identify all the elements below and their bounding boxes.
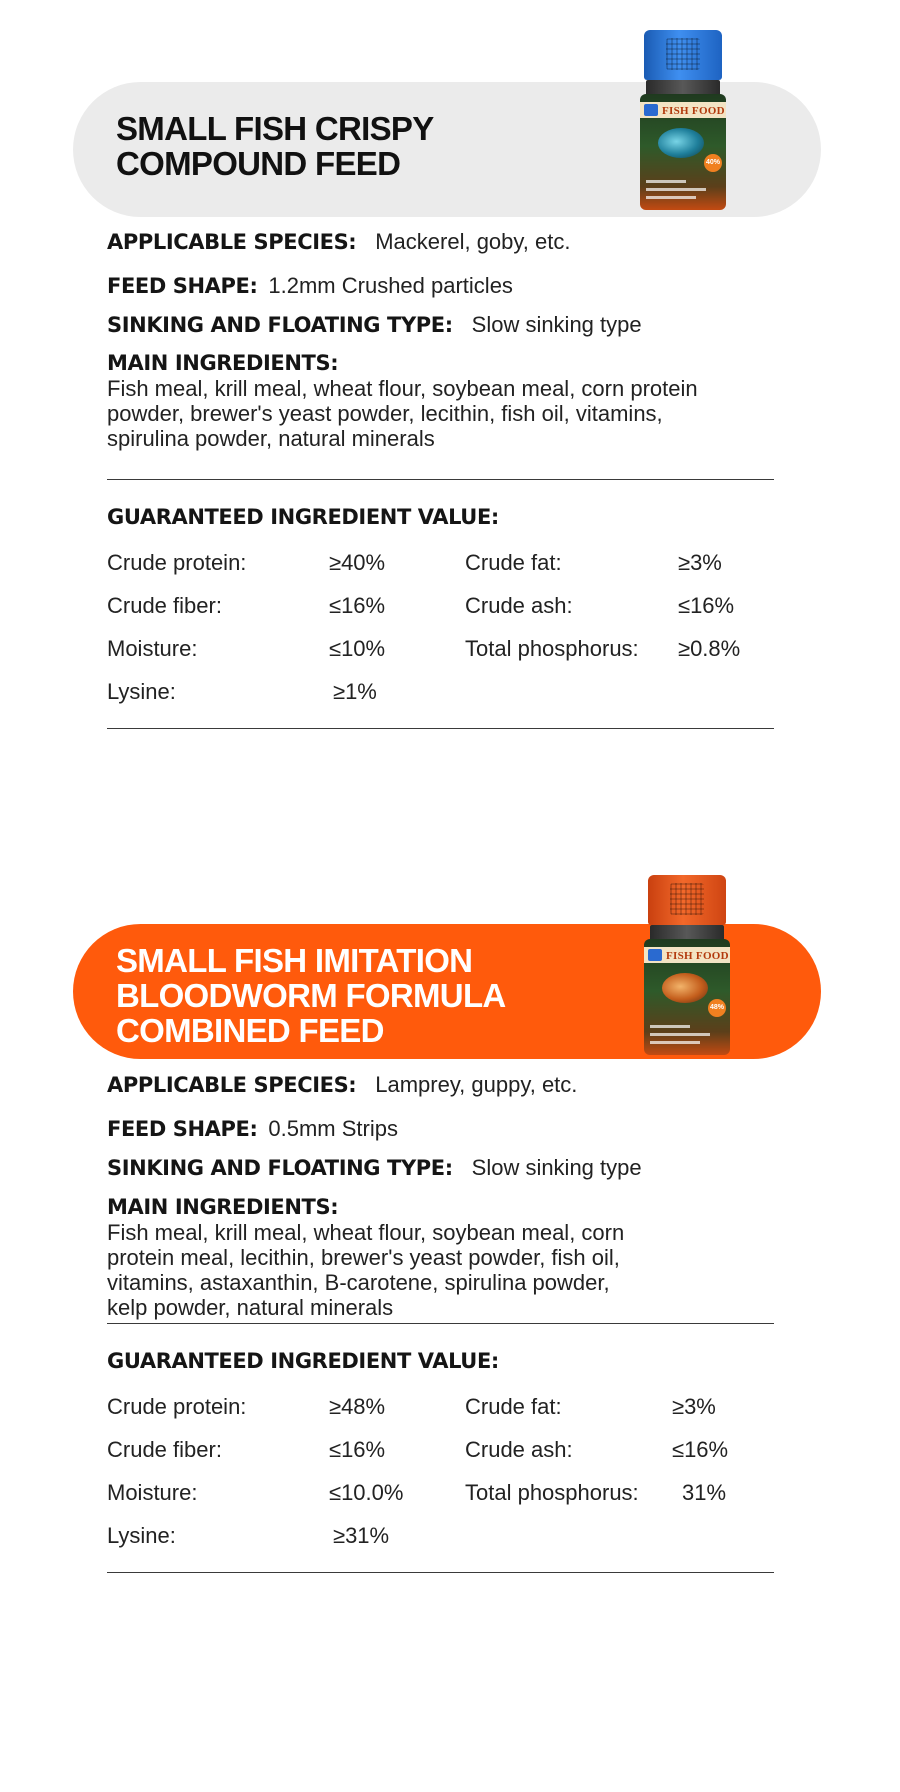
nutrient-value: ≤10%	[329, 636, 386, 661]
nutrient-label: Crude fat:	[465, 1394, 562, 1419]
shape-label: FEED SHAPE:	[107, 274, 258, 298]
fish-icon	[658, 128, 704, 158]
ingredients-label: MAIN INGREDIENTS:	[107, 351, 339, 375]
nutrient-value: ≥3%	[672, 1394, 716, 1419]
ingredients-line: powder, brewer's yeast powder, lecithin, fish oil, vitamins,	[107, 401, 663, 426]
bottle-brand: FISH FOOD	[662, 105, 725, 117]
brand-logo-icon	[648, 949, 662, 961]
fish-icon	[662, 973, 708, 1003]
nutrient-value: ≥1%	[333, 679, 377, 704]
divider	[107, 1323, 774, 1324]
sinking-label: SINKING AND FLOATING TYPE:	[107, 313, 453, 337]
sinking-value: Slow sinking type	[471, 1155, 642, 1180]
shape-row	[107, 273, 513, 299]
species-label: APPLICABLE SPECIES:	[107, 1073, 357, 1097]
bottle-brand: FISH FOOD	[666, 950, 729, 962]
nutrient-label: Crude ash:	[465, 593, 573, 618]
species-value: Mackerel, goby, etc.	[375, 229, 571, 254]
bottle-cap	[648, 875, 726, 925]
species-row	[107, 229, 570, 255]
sinking-value: Slow sinking type	[471, 312, 642, 337]
nutrient-value: ≤16%	[678, 593, 735, 618]
nutrient-label: Total phosphorus:	[465, 1480, 639, 1505]
nutrient-label: Lysine:	[107, 679, 176, 704]
product-bottle-image	[640, 30, 726, 210]
protein-badge: 40%	[704, 154, 722, 172]
guarantee-heading: GUARANTEED INGREDIENT VALUE:	[107, 505, 499, 529]
shape-label: FEED SHAPE:	[107, 1117, 258, 1141]
ingredients-text	[107, 376, 787, 451]
ingredients-label: MAIN INGREDIENTS:	[107, 1195, 339, 1219]
divider	[107, 728, 774, 729]
nutrient-label: Crude protein:	[107, 1394, 247, 1419]
ingredients-line: vitamins, astaxanthin, B-carotene, spirulina powder,	[107, 1270, 610, 1295]
nutrient-label: Lysine:	[107, 1523, 176, 1548]
shape-value: 1.2mm Crushed particles	[268, 273, 513, 298]
nutrient-value: ≥3%	[678, 550, 722, 575]
nutrient-value: ≤10.0%	[329, 1480, 404, 1505]
nutrient-label: Crude fiber:	[107, 593, 222, 618]
nutrient-label: Crude protein:	[107, 550, 247, 575]
nutrient-value: ≤16%	[672, 1437, 729, 1462]
nutrient-label: Moisture:	[107, 636, 198, 661]
ingredients-line: Fish meal, krill meal, wheat flour, soybean meal, corn	[107, 1220, 625, 1245]
product-title: SMALL FISH CRISPY COMPOUND FEED	[116, 110, 434, 182]
bottle-label	[640, 94, 726, 210]
nutrient-label: Crude fat:	[465, 550, 562, 575]
guarantee-heading: GUARANTEED INGREDIENT VALUE:	[107, 1349, 499, 1373]
species-row	[107, 1072, 577, 1098]
protein-badge: 48%	[708, 999, 726, 1017]
shape-row	[107, 1116, 398, 1142]
species-label: APPLICABLE SPECIES:	[107, 230, 357, 254]
nutrient-value: ≥40%	[329, 550, 386, 575]
ingredients-text	[107, 1220, 787, 1320]
brand-logo-icon	[644, 104, 658, 116]
nutrient-value: ≤16%	[329, 1437, 386, 1462]
ingredients-line: Fish meal, krill meal, wheat flour, soybean meal, corn protein	[107, 376, 698, 401]
sinking-row	[107, 1155, 642, 1181]
nutrient-label: Total phosphorus:	[465, 636, 639, 661]
nutrient-label: Crude ash:	[465, 1437, 573, 1462]
nutrient-label: Moisture:	[107, 1480, 198, 1505]
shape-value: 0.5mm Strips	[268, 1116, 398, 1141]
nutrient-value: ≥31%	[333, 1523, 390, 1548]
product-title: SMALL FISH IMITATION BLOODWORM FORMULA COMBINED FEED	[116, 942, 506, 1049]
nutrient-value: ≤16%	[329, 593, 386, 618]
nutrient-label: Crude fiber:	[107, 1437, 222, 1462]
ingredients-line: spirulina powder, natural minerals	[107, 426, 435, 451]
species-value: Lamprey, guppy, etc.	[375, 1072, 578, 1097]
sinking-row	[107, 312, 642, 338]
nutrient-value: ≥0.8%	[678, 636, 741, 661]
ingredients-line: protein meal, lecithin, brewer's yeast powder, fish oil,	[107, 1245, 620, 1270]
product-bottle-image	[644, 875, 730, 1055]
sinking-label: SINKING AND FLOATING TYPE:	[107, 1156, 453, 1180]
nutrient-value: ≥48%	[329, 1394, 386, 1419]
ingredients-line: kelp powder, natural minerals	[107, 1295, 394, 1320]
nutrient-value: 31%	[682, 1480, 727, 1505]
bottle-label	[644, 939, 730, 1055]
divider	[107, 1572, 774, 1573]
bottle-cap	[644, 30, 722, 80]
divider	[107, 479, 774, 480]
